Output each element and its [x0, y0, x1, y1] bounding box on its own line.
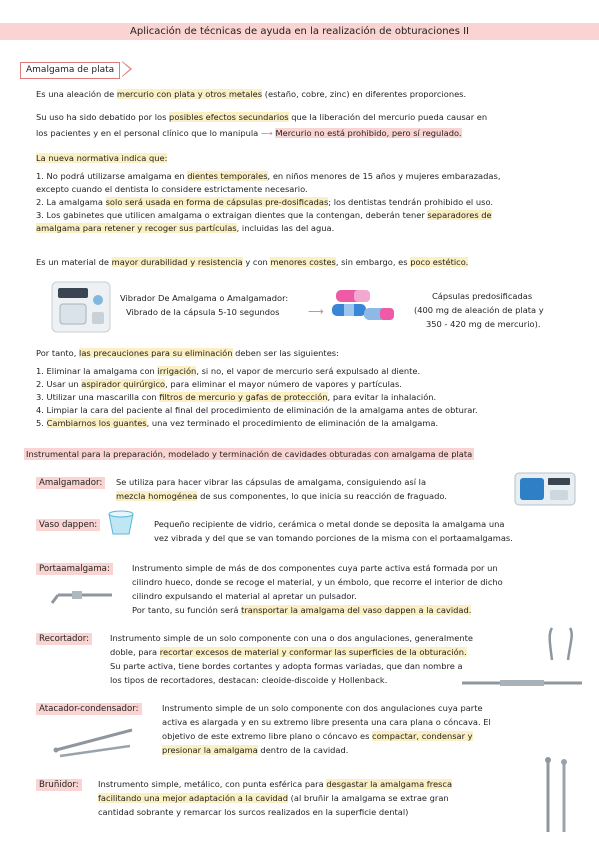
term: Bruñidor: [36, 779, 82, 791]
page-title: Aplicación de técnicas de ayuda en la realización de obturaciones II [130, 26, 469, 37]
intro-line-3 [36, 127, 462, 139]
highlight: Cambiarnos los guantes [46, 418, 147, 429]
text: Por tanto, [36, 348, 80, 358]
highlight: mercurio con plata y otros metales [116, 89, 263, 99]
text: 2. La amalgama [36, 197, 106, 208]
recortador-l3: Su parte activa, tiene bordes cortantes y adopta formas variadas, que dan nombre a [110, 661, 463, 671]
portaamalgama-l4 [132, 604, 471, 616]
highlight: facilitando una mejor adaptación a la cavidad [98, 793, 289, 803]
text: Su uso ha sido debatido por los [36, 112, 170, 122]
list-item [36, 196, 586, 208]
recortador-label [36, 632, 92, 645]
portaamalgama-image [48, 585, 114, 607]
text: deben ser las siguientes: [232, 348, 339, 358]
portaamalgama-label [36, 562, 113, 575]
amalgamador-l1: Se utiliza para hacer vibrar las cápsulas de amalgama, consiguiendo así la [116, 477, 427, 487]
highlight: presionar la amalgama [162, 745, 258, 755]
highlight: separadores de [427, 210, 492, 221]
atacador-l4 [162, 744, 348, 756]
atacador-label [36, 702, 142, 715]
list-item [36, 391, 586, 403]
text: objetivo de este extremo libre plano o cóncavo es [162, 731, 373, 741]
text: de sus componentes, lo que inicia su reacción de fraguado. [197, 491, 447, 501]
recortador-instrument-image [460, 676, 584, 690]
vaso-dappen-image [106, 510, 136, 538]
text: ; los dentistas tendrán prohibido el uso. [328, 197, 494, 208]
vibrador-subtitle: Vibrado de la cápsula 5-10 segundos [126, 307, 280, 317]
capsulas-line2: 350 - 420 mg de mercurio). [426, 319, 541, 329]
list-item [36, 378, 586, 390]
highlight: recortar excesos de material y conformar las superficies de la obturación. [159, 647, 467, 657]
highlight: Mercurio no está prohibido, pero sí regulado. [275, 128, 462, 138]
atacador-l2: activa es alargada y en su extremo libre presenta una cara plana o cóncava. El [162, 717, 491, 727]
highlight: posibles efectos secundarios [169, 112, 289, 122]
normativa-list [36, 170, 586, 234]
text: Es un material de [36, 257, 112, 267]
highlight: aspirador quirúrgico [81, 379, 166, 390]
capsulas-line1: (400 mg de aleación de plata y [414, 305, 544, 315]
capsulas-image [330, 286, 400, 328]
text: 5. [36, 418, 47, 429]
recortador-l1: Instrumento simple de un solo componente con una o dos angulaciones, generalmente [110, 633, 473, 643]
highlight: desgastar la amalgama fresca [326, 779, 453, 789]
amalgamador-image [48, 276, 118, 338]
text: , si no, el vapor de mercurio será expulsado al diente. [196, 366, 421, 376]
list-item [36, 365, 586, 377]
capsulas-title: Cápsulas predosificadas [432, 291, 533, 301]
vaso-label [36, 518, 100, 531]
highlight: poco estético. [410, 257, 469, 267]
text: excepto cuando el dentista lo considere estrictamente necesario. [36, 184, 308, 195]
list-item [36, 417, 586, 429]
text: Por tanto, su función será [132, 605, 242, 615]
highlight: mezcla homogénea [116, 491, 198, 501]
recortador-l2 [110, 646, 467, 658]
term: Recortador: [36, 633, 92, 645]
text: dentro de la cavidad. [257, 745, 349, 755]
term: Amalgamador: [36, 477, 105, 489]
highlight: amalgama para retener y recoger sus partículas [36, 223, 237, 234]
amalgamador-label [36, 476, 105, 489]
intro-line-2 [36, 111, 487, 123]
text: 3. Utilizar una mascarilla con [36, 392, 160, 403]
highlight: menores costes [270, 257, 336, 267]
highlight: filtros de mercurio y gafas de protección [159, 392, 328, 403]
highlight: irrigación [157, 366, 197, 376]
text: Instrumento simple, metálico, con punta esférica para [98, 779, 327, 789]
text: , sin embargo, es [335, 257, 411, 267]
amalgamador-l2 [116, 490, 447, 502]
heading: Instrumental para la preparación, modelado y terminación de cavidades obturadas con amalgama de plata [26, 449, 473, 459]
atacador-l1: Instrumento simple de un solo componente con dos angulaciones cuya parte [162, 703, 483, 713]
portaamalgama-l2: cilindro hueco, donde se recoge el material, y un émbolo, que recorre el interior de dicho [132, 577, 503, 587]
precauciones-heading [36, 347, 339, 359]
text: , para evitar la inhalación. [327, 392, 437, 403]
portaamalgama-l1: Instrumento simple de más de dos componentes cuya parte activa está formada por un [132, 563, 498, 573]
arrow-right-icon: ⟶ [308, 305, 324, 318]
arrow-right-icon: ⟶ [260, 128, 273, 138]
section-label: Amalgama de plata [20, 62, 120, 79]
text: 1. Eliminar la amalgama con [36, 366, 158, 376]
highlight: las precauciones para su eliminación [79, 348, 233, 358]
text: 4. Limpiar la cara del paciente al final del procedimiento de eliminación de la amalgama antes de obturar. [36, 405, 478, 416]
highlight: solo será usada en forma de cápsulas pre-dosificadas [105, 197, 329, 208]
text: 1. No podrá utilizarse amalgama en [36, 171, 188, 181]
text: los pacientes y en el personal clínico que lo manipula [36, 128, 259, 138]
portaamalgama-l3: cilindro expulsando el material al apretar un pulsador. [132, 591, 357, 601]
highlight: compactar, condensar y [372, 731, 473, 741]
term: Portaamalgama: [36, 563, 113, 575]
text: 3. Los gabinetes que utilicen amalgama o extraigan dientes que la contengan, deberán tener [36, 210, 428, 221]
text: , para eliminar el mayor número de vapores y partículas. [165, 379, 402, 390]
text: Es una aleación de [36, 89, 117, 99]
intro-line-1 [36, 88, 466, 100]
text: 2. Usar un [36, 379, 82, 390]
vaso-l1: Pequeño recipiente de vidrio, cerámica o metal donde se deposita la amalgama una [154, 519, 505, 529]
vaso-l2: vez vibrada y del que se van tomando porciones de la misma con el portaamalgamas. [154, 533, 513, 543]
text: , incluidas las del agua. [236, 223, 335, 234]
brunidor-l3: cantidad sobrante y remarcar los surcos realizados en la superficie dental) [98, 807, 409, 817]
atacador-image [52, 720, 136, 760]
atacador-l3 [162, 730, 473, 742]
instrumental-heading [24, 448, 474, 460]
list-item [36, 209, 586, 221]
text: que la liberación del mercurio pueda causar en [288, 112, 488, 122]
brunidor-label [36, 778, 82, 791]
term: Vaso dappen: [36, 519, 100, 531]
durability-line [36, 256, 468, 268]
list-item [36, 183, 586, 195]
term: Atacador-condensador: [36, 703, 142, 715]
tag-arrow-inner [122, 62, 130, 76]
text: , una vez terminado el procedimiento de eliminación de la amalgama. [146, 418, 439, 429]
brunidor-l2 [98, 792, 449, 804]
highlight: dientes temporales [187, 171, 268, 181]
brunidor-image [536, 756, 576, 836]
list-item [36, 404, 586, 416]
precauciones-list [36, 365, 586, 429]
heading: La nueva normativa indica que: [36, 153, 168, 163]
normativa-heading [36, 152, 167, 164]
amalgamador-device-image [512, 468, 578, 508]
recortador-l4: los tipos de recortadores, destacan: cleoide-discoide y Hollenback. [110, 675, 388, 685]
recortador-tips-image [544, 624, 578, 662]
highlight: mayor durabilidad y resistencia [111, 257, 243, 267]
text: (al bruñir la amalgama se extrae gran [288, 793, 449, 803]
text: doble, para [110, 647, 160, 657]
list-item [36, 170, 586, 182]
text: , en niños menores de 15 años y mujeres embarazadas, [267, 171, 501, 181]
brunidor-l1 [98, 778, 452, 790]
text: y con [242, 257, 271, 267]
text: (estaño, cobre, zinc) en diferentes proporciones. [262, 89, 467, 99]
list-item [36, 222, 586, 234]
highlight: transportar la amalgama del vaso dappen a la cavidad. [241, 605, 472, 615]
vibrador-title: Vibrador De Amalgama o Amalgamador: [120, 293, 289, 303]
